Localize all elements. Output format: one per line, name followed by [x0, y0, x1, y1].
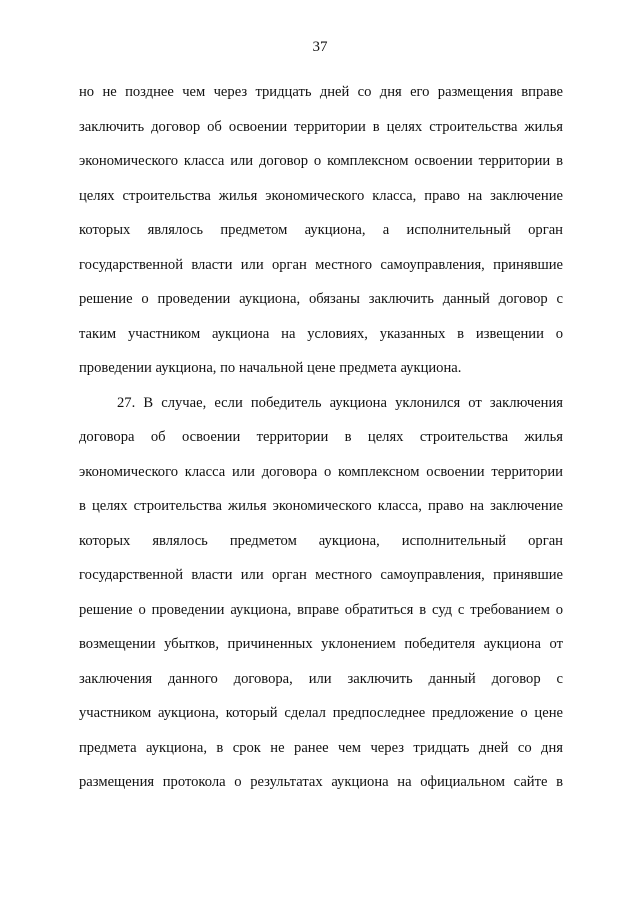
- text-line: возмещении убытков, причиненных уклонением победителя аукциона от: [79, 636, 563, 652]
- text-line: размещения протокола о результатах аукциона на официальном сайте в: [79, 774, 563, 790]
- text-line: экономического класса или договор о комплексном освоении территории в: [79, 153, 563, 169]
- text-line: экономического класса или договора о комплексном освоении территории: [79, 463, 563, 480]
- body-text: [79, 75, 563, 800]
- text-line: участником аукциона, который сделал предпоследнее предложение о цене: [79, 705, 563, 721]
- paragraph-1: [79, 75, 563, 386]
- text-line: которых являлось предметом аукциона, а исполнительный орган: [79, 222, 563, 238]
- page-number: 37: [312, 39, 328, 55]
- text-line: договора об освоении территории в целях строительства жилья: [79, 429, 563, 445]
- text-line: но не позднее чем через тридцать дней со дня его размещения вправе: [79, 84, 563, 100]
- text-line: решение о проведении аукциона, вправе обратиться в суд с требованием о: [79, 601, 563, 618]
- text-line: заключить договор об освоении территории в целях строительства жилья: [79, 118, 563, 135]
- text-line: решение о проведении аукциона, обязаны заключить данный договор с: [79, 291, 563, 307]
- text-line: предмета аукциона, в срок не ранее чем через тридцать дней со дня: [79, 739, 563, 756]
- text-line: 27. В случае, если победитель аукциона уклонился от заключения: [117, 394, 563, 411]
- text-line: которых являлось предметом аукциона, исполнительный орган: [79, 532, 563, 549]
- text-line: государственной власти или орган местного самоуправления, принявшие: [79, 567, 563, 583]
- text-line: целях строительства жилья экономического класса, право на заключение: [79, 187, 563, 204]
- text-line: заключения данного договора, или заключить данный договор с: [79, 670, 563, 687]
- text-line: таким участником аукциона на условиях, указанных в извещении о: [79, 325, 563, 342]
- paragraph-2: [79, 386, 563, 800]
- text-line: государственной власти или орган местного самоуправления, принявшие: [79, 256, 563, 273]
- text-line: в целях строительства жилья экономического класса, право на заключение: [79, 498, 563, 514]
- text-line: проведении аукциона, по начальной цене предмета аукциона.: [79, 360, 462, 376]
